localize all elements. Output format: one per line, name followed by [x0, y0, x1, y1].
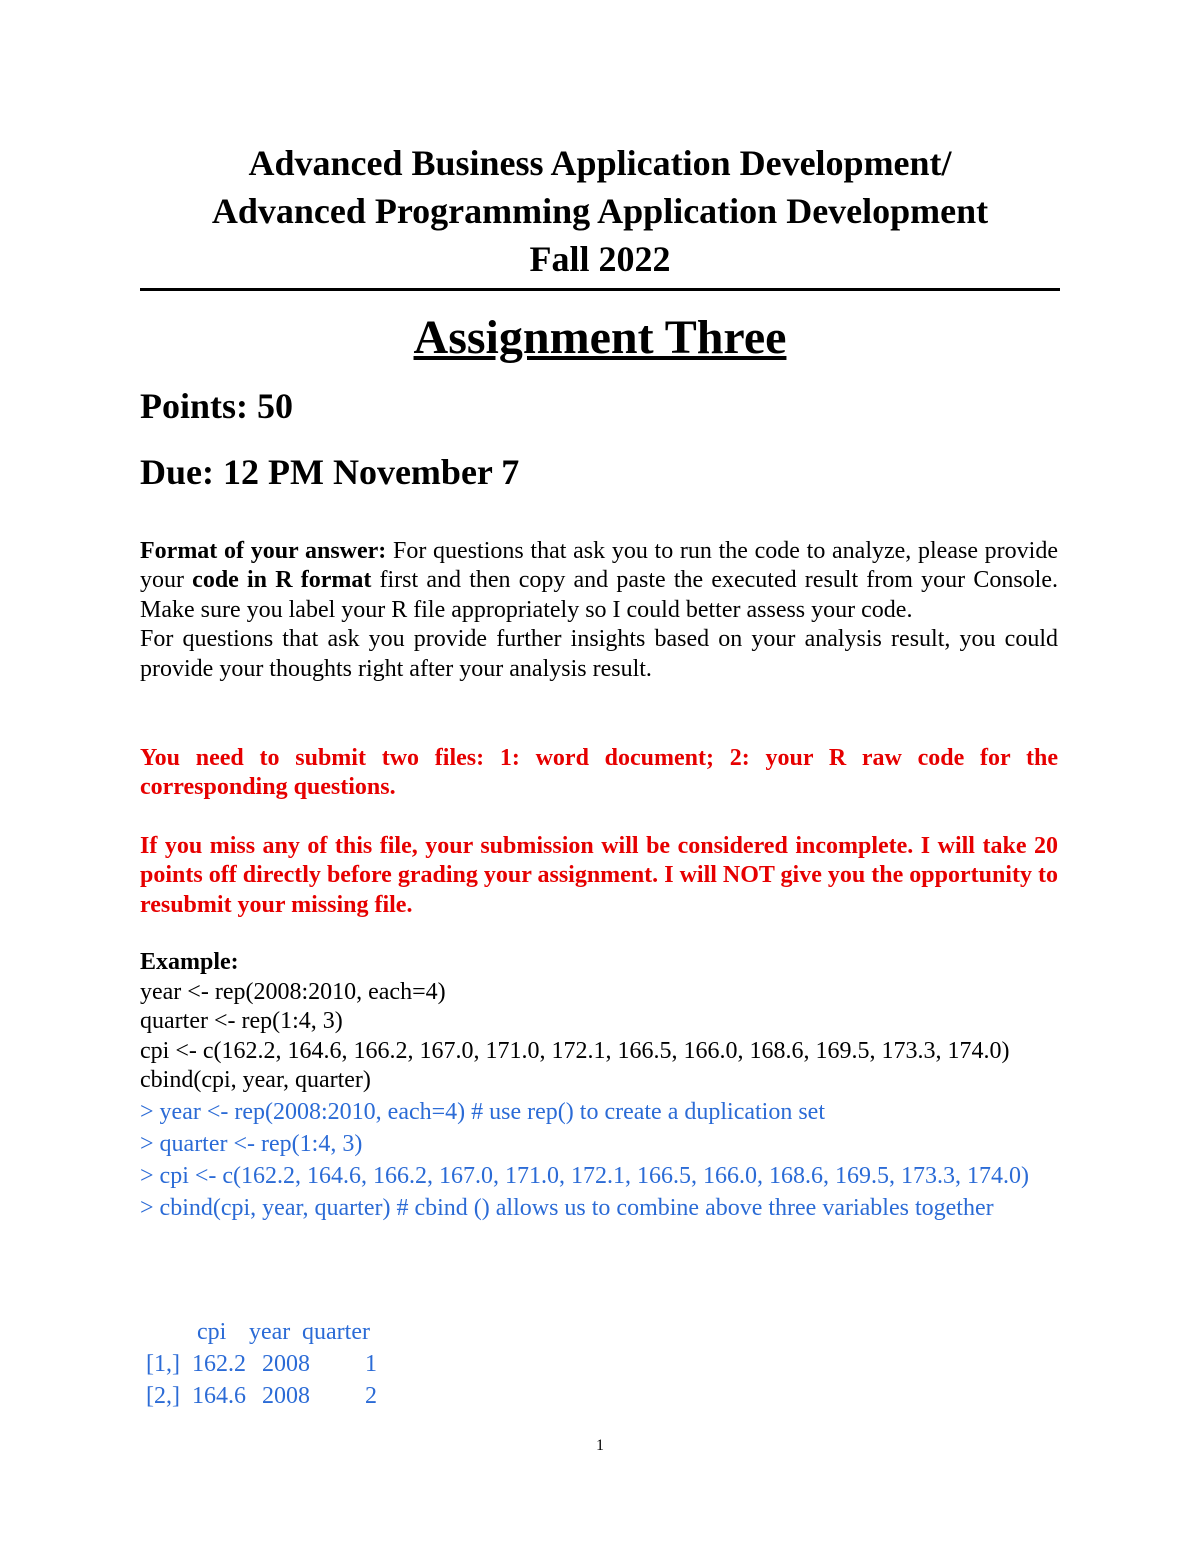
semester-title: Fall 2022 [529, 239, 671, 279]
table-header-cpi: cpi [197, 1319, 227, 1345]
console-line-year: > year <- rep(2008:2010, each=4) # use rep() to create a duplication set [140, 1098, 825, 1125]
header-divider [140, 288, 1060, 291]
format-paragraph-1 [140, 537, 1058, 625]
table-header-year: year [249, 1319, 291, 1345]
console-line-cpi: > cpi <- c(162.2, 164.6, 166.2, 167.0, 171.0, 172.1, 166.5, 166.0, 168.6, 169.5, 173.3, 174.0) [140, 1162, 1030, 1189]
example-label: Example: [140, 949, 239, 975]
page-number: 1 [596, 1437, 604, 1454]
format-paragraph-2: For questions that ask you provide further insights based on your analysis result, you could provide your thoughts right after your analysis result. [140, 626, 1058, 682]
row-cpi: 164.6 [192, 1383, 246, 1409]
assignment-title: Assignment Three [413, 311, 787, 364]
penalty-warning: If you miss any of this file, your submission will be considered incomplete. I will take 20 points off directly before grading your assignment. I will NOT give you the opportunity to resubmit your missing file. [140, 833, 1058, 918]
row-index: [2,] [146, 1383, 180, 1409]
row-quarter: 1 [365, 1351, 377, 1377]
code-line-cbind: cbind(cpi, year, quarter) [140, 1067, 371, 1093]
format-label: Format of your answer: [140, 538, 387, 564]
format-code-emphasis: code in R format [192, 567, 372, 594]
row-index: [1,] [146, 1351, 180, 1377]
console-line-quarter: > quarter <- rep(1:4, 3) [140, 1130, 363, 1157]
format-text-a: For questions that ask you to run the code to analyze, please provide your [140, 538, 1058, 594]
code-line-quarter: quarter <- rep(1:4, 3) [140, 1008, 343, 1034]
row-cpi: 162.2 [192, 1351, 246, 1377]
row-year: 2008 [262, 1383, 310, 1409]
submission-warning: You need to submit two files: 1: word document; 2: your R raw code for the corresponding questions. [140, 745, 1058, 801]
row-quarter: 2 [365, 1383, 377, 1409]
format-text-b: first and then copy and paste the executed result from your Console. Make sure you label your R file appropriately so I could better assess your code. [140, 567, 1058, 623]
course-title-line-2: Advanced Programming Application Development [211, 191, 989, 231]
code-line-year: year <- rep(2008:2010, each=4) [140, 978, 446, 1005]
code-line-cpi: cpi <- c(162.2, 164.6, 166.2, 167.0, 171.0, 172.1, 166.5, 166.0, 168.6, 169.5, 173.3, 174.0) [140, 1037, 1010, 1064]
format-instructions [140, 537, 1058, 684]
due-date-label: Due: 12 PM November 7 [140, 452, 520, 492]
course-title-line-1: Advanced Business Application Development/ [248, 143, 952, 183]
example-section [140, 948, 1058, 1224]
row-year: 2008 [262, 1351, 310, 1377]
console-line-cbind: > cbind(cpi, year, quarter) # cbind () allows us to combine above three variables together [140, 1194, 994, 1221]
table-header-quarter: quarter [302, 1319, 370, 1345]
points-label: Points: 50 [140, 386, 293, 426]
